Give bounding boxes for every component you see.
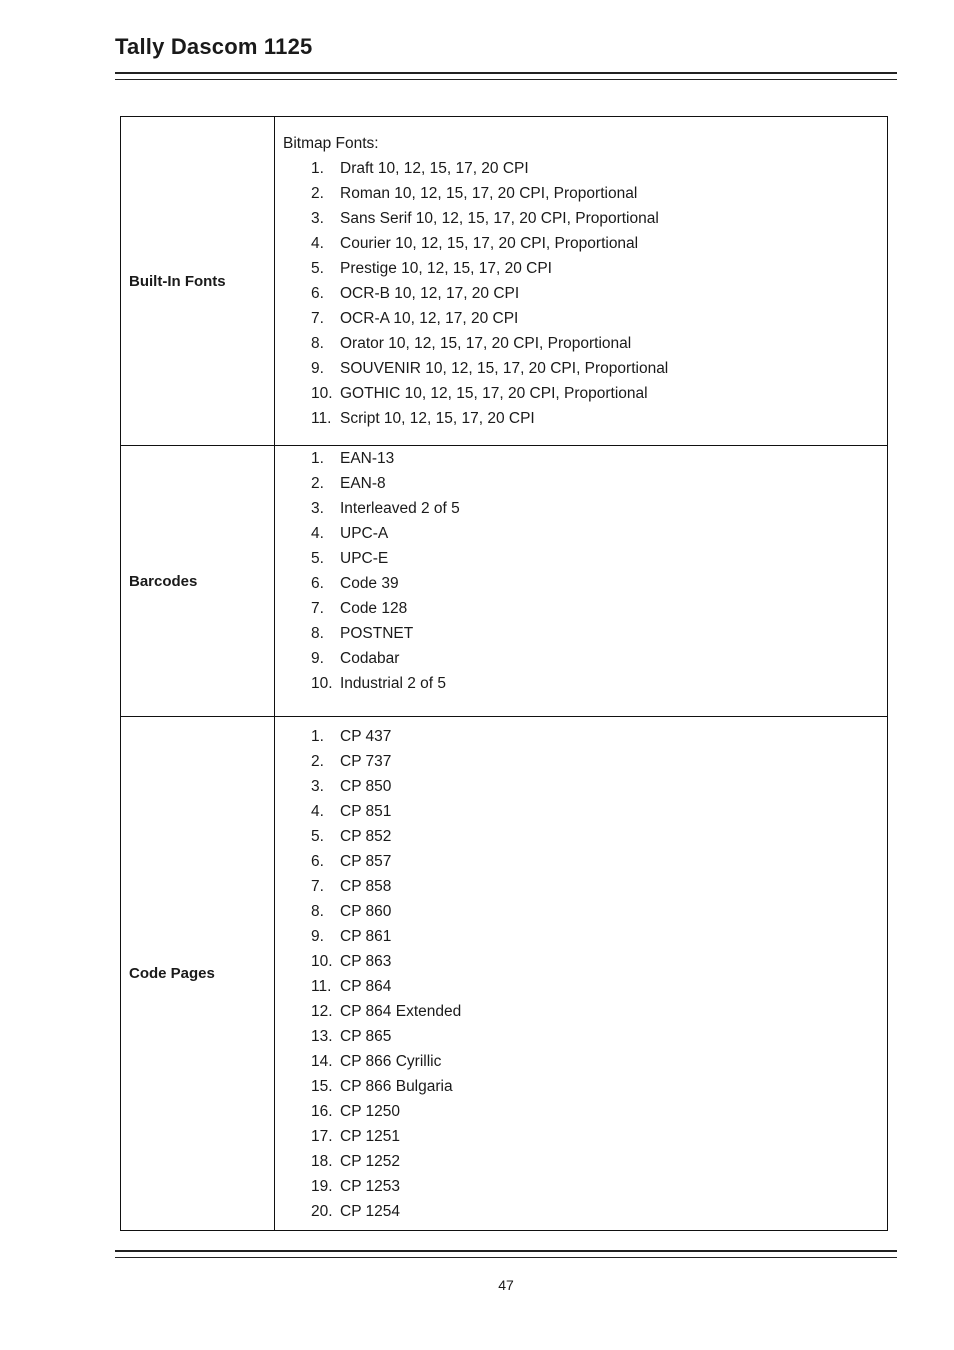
list-item-text: Prestige 10, 12, 15, 17, 20 CPI: [340, 260, 552, 277]
list-item-number: 13.: [311, 1027, 333, 1045]
list-item-number: 18.: [311, 1152, 333, 1170]
list-item-number: 9.: [311, 650, 324, 667]
list-item-text: UPC-E: [340, 550, 389, 567]
list-item-number: 9.: [311, 360, 324, 377]
list-item-number: 12.: [311, 1002, 333, 1020]
list-item-number: 6.: [311, 852, 324, 870]
list-item: [275, 1174, 887, 1199]
list-item-text: Industrial 2 of 5: [340, 675, 446, 692]
list-item-text: EAN-8: [340, 475, 386, 492]
list-item-number: 16.: [311, 1102, 333, 1120]
list-item: [275, 1199, 887, 1224]
list-item: [275, 281, 887, 306]
page-number: 47: [498, 1277, 514, 1293]
list-item: [275, 496, 887, 521]
list-item-text: CP 864 Extended: [340, 1002, 462, 1020]
list-item-text: CP 1254: [340, 1202, 401, 1220]
list-item-text: CP 860: [340, 902, 392, 920]
header-divider: [115, 72, 897, 80]
page-title: Tally Dascom 1125: [115, 34, 313, 59]
list-item-text: CP 863: [340, 952, 392, 970]
list-item-number: 19.: [311, 1177, 333, 1195]
list-item-number: 4.: [311, 802, 324, 820]
barcodes-list: [275, 446, 887, 696]
list-item-text: CP 858: [340, 877, 392, 895]
row-content-code-pages: [275, 717, 888, 1231]
list-item-number: 14.: [311, 1052, 333, 1070]
list-item-text: CP 866 Bulgaria: [340, 1077, 453, 1095]
row-label-barcodes: Barcodes: [121, 446, 275, 717]
row-content-barcodes: [275, 446, 888, 717]
list-item-number: 6.: [311, 285, 324, 302]
list-item-number: 7.: [311, 310, 324, 327]
list-item: [275, 356, 887, 381]
table-row: [121, 717, 888, 1231]
list-item-text: CP 737: [340, 752, 392, 770]
list-item-text: OCR-A 10, 12, 17, 20 CPI: [340, 310, 519, 327]
row-content-built-in-fonts: [275, 117, 888, 446]
list-item: [275, 1099, 887, 1124]
list-item-number: 7.: [311, 600, 324, 617]
list-item-number: 1.: [311, 160, 324, 177]
list-item: [275, 849, 887, 874]
list-item: [275, 1049, 887, 1074]
list-item: [275, 724, 887, 749]
list-item: [275, 381, 887, 406]
list-item: [275, 799, 887, 824]
list-item: [275, 646, 887, 671]
list-item-number: 3.: [311, 210, 324, 227]
list-item-number: 4.: [311, 235, 324, 252]
list-item-number: 11.: [311, 977, 332, 995]
list-item-text: CP 1251: [340, 1127, 401, 1145]
list-item-text: CP 865: [340, 1027, 392, 1045]
list-item: [275, 1074, 887, 1099]
list-item-text: CP 852: [340, 827, 392, 845]
list-item: [275, 949, 887, 974]
list-item-number: 7.: [311, 877, 324, 895]
list-item-number: 2.: [311, 185, 324, 202]
list-item-text: EAN-13: [340, 450, 395, 467]
list-item: [275, 231, 887, 256]
list-item-number: 3.: [311, 500, 324, 517]
list-item: [275, 331, 887, 356]
list-item: [275, 899, 887, 924]
list-item: [275, 824, 887, 849]
list-item: [275, 406, 887, 431]
list-item-number: 8.: [311, 902, 324, 920]
list-item-text: CP 1253: [340, 1177, 401, 1195]
list-item-text: Code 128: [340, 600, 408, 617]
list-item-text: Code 39: [340, 575, 399, 592]
row-label-code-pages: Code Pages: [121, 717, 275, 1231]
list-item: [275, 181, 887, 206]
list-item: [275, 546, 887, 571]
bitmap-fonts-heading: Bitmap Fonts:: [283, 135, 379, 152]
list-item-text: Codabar: [340, 650, 400, 667]
list-item-text: POSTNET: [340, 625, 414, 642]
list-item-text: OCR-B 10, 12, 17, 20 CPI: [340, 285, 520, 302]
list-item-number: 9.: [311, 927, 324, 945]
code-pages-list: [275, 724, 887, 1224]
list-item: [275, 446, 887, 471]
list-item: [275, 1149, 887, 1174]
list-item-text: CP 850: [340, 777, 392, 795]
list-item: [275, 471, 887, 496]
list-item-text: CP 864: [340, 977, 392, 995]
list-item-text: Roman 10, 12, 15, 17, 20 CPI, Proportional: [340, 185, 638, 202]
list-item-text: CP 437: [340, 727, 392, 745]
list-item-text: Draft 10, 12, 15, 17, 20 CPI: [340, 160, 529, 177]
list-item-number: 17.: [311, 1127, 333, 1145]
list-item: [275, 974, 887, 999]
list-item: [275, 256, 887, 281]
list-item-text: Script 10, 12, 15, 17, 20 CPI: [340, 410, 535, 427]
list-item-number: 5.: [311, 827, 324, 845]
list-item-number: 15.: [311, 1077, 333, 1095]
list-item: [275, 774, 887, 799]
table-row: [121, 446, 888, 717]
list-item-number: 5.: [311, 550, 324, 567]
list-item-text: Interleaved 2 of 5: [340, 500, 460, 517]
list-item-number: 2.: [311, 752, 324, 770]
list-item: [275, 924, 887, 949]
list-item: [275, 156, 887, 181]
list-item-text: Orator 10, 12, 15, 17, 20 CPI, Proportional: [340, 335, 632, 352]
list-item-number: 5.: [311, 260, 324, 277]
list-item-text: Courier 10, 12, 15, 17, 20 CPI, Proportional: [340, 235, 639, 252]
list-item-number: 8.: [311, 625, 324, 642]
list-item-number: 10.: [311, 675, 333, 692]
list-item: [275, 1124, 887, 1149]
list-item-number: 3.: [311, 777, 324, 795]
list-item-number: 1.: [311, 727, 324, 745]
list-item-number: 8.: [311, 335, 324, 352]
list-item-text: CP 851: [340, 802, 392, 820]
list-item: [275, 999, 887, 1024]
row-label-built-in-fonts: Built-In Fonts: [121, 117, 275, 446]
list-item: [275, 749, 887, 774]
list-item: [275, 621, 887, 646]
footer-divider: [115, 1250, 897, 1258]
list-item: [275, 306, 887, 331]
list-item-text: CP 866 Cyrillic: [340, 1052, 442, 1070]
list-item-number: 1.: [311, 450, 324, 467]
list-item-text: CP 857: [340, 852, 392, 870]
list-item-number: 2.: [311, 475, 324, 492]
list-item-text: UPC-A: [340, 525, 389, 542]
list-item: [275, 206, 887, 231]
list-item-text: SOUVENIR 10, 12, 15, 17, 20 CPI, Proportional: [340, 360, 669, 377]
list-item: [275, 671, 887, 696]
list-item-number: 10.: [311, 385, 333, 402]
list-item-number: 4.: [311, 525, 324, 542]
list-item: [275, 1024, 887, 1049]
list-item: [275, 596, 887, 621]
list-item-text: Sans Serif 10, 12, 15, 17, 20 CPI, Proportional: [340, 210, 659, 227]
list-item-number: 20.: [311, 1202, 333, 1220]
list-item-text: CP 861: [340, 927, 392, 945]
list-item: [275, 571, 887, 596]
list-item-number: 11.: [311, 410, 332, 427]
list-item: [275, 874, 887, 899]
list-item-text: CP 1252: [340, 1152, 401, 1170]
list-item-text: CP 1250: [340, 1102, 401, 1120]
fonts-list: [275, 156, 887, 431]
list-item: [275, 521, 887, 546]
table-row: [121, 117, 888, 446]
list-item-text: GOTHIC 10, 12, 15, 17, 20 CPI, Proportional: [340, 385, 648, 402]
list-item-number: 6.: [311, 575, 324, 592]
list-item-number: 10.: [311, 952, 333, 970]
spec-table: [120, 116, 888, 1231]
